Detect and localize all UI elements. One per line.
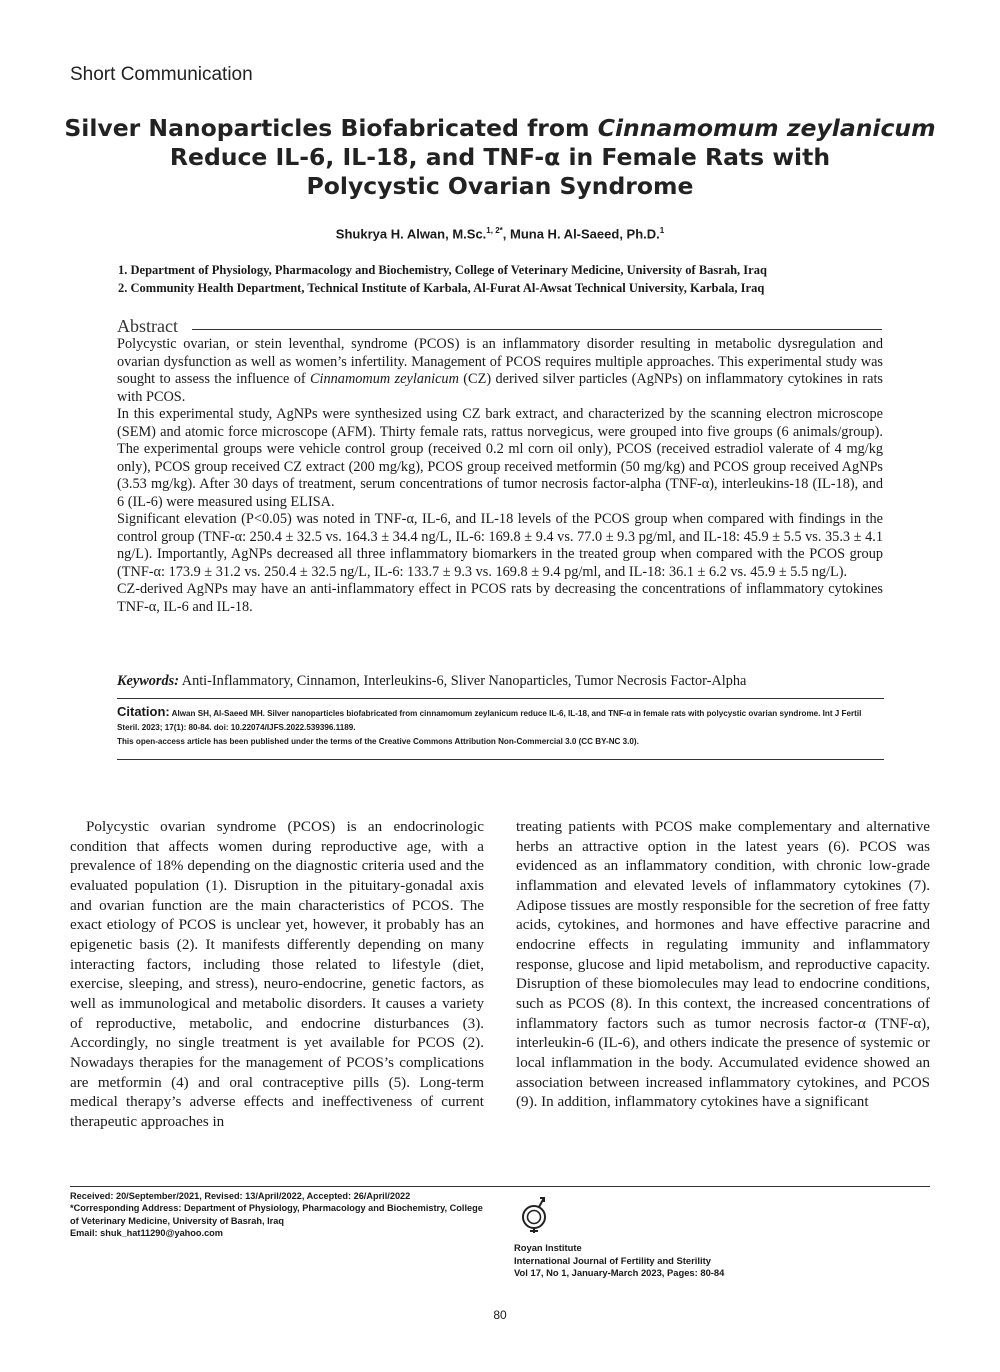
author-2-affiliation-mark: 1 — [659, 226, 665, 235]
body-paragraph-right: treating patients with PCOS make complementary and alternative herbs an attractive option in the latest years (6). PCOS was evidenced as an inflammatory condition, with chronic low-grade inflammation and elevated levels of inflammatory cytokines (7). Adipose tissues are mostly responsible for the secretion of free fatty acids, cytokines, and hormones and have effective paracrine and endocrine effects in regulating immunity and inflammatory response, glucose and lipid metabolism, and reproductive capacity. Disruption of these biomolecules may lead to endocrine conditions, such as PCOS (8). In this context, the increased concentrations of inflammatory factors such as tumor necrosis factor-α (TNF-α), interleukin-6 (IL-6), and others indicate the presence of systemic or local inflammation in the body. Accumulated evidence showed an association between increased inflammatory cytokines, and PCOS (9). In addition, inflammatory cytokines have a significant — [516, 819, 930, 1111]
journal-info — [514, 1242, 724, 1280]
affiliation-1: 1. Department of Physiology, Pharmacology and Biochemistry, College of Veterinary Medicine, University of Basrah, Iraq — [118, 263, 767, 277]
keywords-label: Keywords: — [117, 673, 179, 689]
footnote-address: *Corresponding Address: Department of Physiology, Pharmacology and Biochemistry, College of Veterinary Medicine, University of Basrah, Iraq — [70, 1203, 483, 1226]
citation-line — [117, 705, 884, 735]
license-note: This open-access article has been published under the terms of the Creative Commons Attribution Non-Commercial 3.0 (CC BY-NC 3.0). — [117, 737, 639, 746]
body-paragraph-left: Polycystic ovarian syndrome (PCOS) is an endocrinologic condition that affects women during reproductive age, with a prevalence of 18% depending on the diagnostic criteria used and the evaluated population (1). Disruption in the pituitary-gonadal axis and ovarian function are the main characteristics of PCOS. The exact etiology of PCOS is unclear yet, however, it probably has an epigenetic basis (2). It manifests differently depending on many interacting factors, including those related to lifestyle (diet, exercise, sleeping, and stress), neuro-endocrine, genetic factors, as well as immunological and metabolic disorders. It causes a variety of reproductive, metabolic, and endocrine disturbances (3). Accordingly, no single treatment is yet available for PCOS (2). Nowadays therapies for the management of PCOS’s complications are metformin (4) and oral contraceptive pills (5). Long-term medical therapy’s adverse effects and ineffectiveness of current therapeutic approaches in — [70, 819, 484, 1130]
keywords-divider — [117, 698, 884, 699]
body-column-left — [70, 818, 484, 1133]
citation-block — [117, 705, 884, 749]
affiliation-2: 2. Community Health Department, Technical Institute of Karbala, Al-Furat Al-Awsat Technical University, Karbala, Iraq — [118, 281, 765, 295]
abstract-heading-text: Abstract — [117, 316, 178, 336]
abstract-body — [117, 336, 883, 616]
author-list — [60, 226, 940, 241]
journal-name: International Journal of Fertility and Sterility — [514, 1254, 711, 1266]
citation-divider — [117, 759, 884, 760]
abstract-p1-part-a: Polycystic ovarian, or stein leventhal, syndrome (PCOS) is an inflammatory disorder resulting in metabolic dysregulation and ovarian dysfunction as well as women’s infertility. Management of PCOS requires multiple approaches. This experimental study was sought to assess the influence of — [117, 336, 883, 387]
footnote-email: Email: shuk_hat11290@yahoo.com — [70, 1228, 223, 1239]
author-2: Muna H. Al-Saeed, Ph.D. — [510, 226, 660, 242]
keywords — [117, 672, 883, 690]
abstract-paragraph-1 — [117, 336, 883, 406]
footer-divider — [70, 1186, 930, 1187]
footnote — [70, 1190, 490, 1240]
author-separator: , — [502, 226, 510, 242]
footnote-dates: Received: 20/September/2021, Revised: 13/April/2022, Accepted: 26/April/2022 — [70, 1191, 411, 1201]
section-label: Short Communication — [70, 64, 253, 85]
abstract-paragraph-4: CZ-derived AgNPs may have an anti-inflammatory effect in PCOS rats by decreasing the concentrations of inflammatory cytokines TNF-α, IL-6 and IL-18. — [117, 581, 883, 615]
author-1-affiliation-mark: 1, 2* — [486, 226, 503, 235]
affiliations — [118, 261, 888, 297]
abstract-heading-rule — [192, 329, 882, 330]
citation-label: Citation: — [117, 704, 170, 719]
abstract-paragraph-2: In this experimental study, AgNPs were synthesized using CZ bark extract, and characterized by the scanning electron microscope (SEM) and atomic force microscope (AFM). Thirty female rats, rattus norvegicus, were grouped into five groups (6 animals/group). The experimental groups were vehicle control group (received 0.2 ml corn oil only), PCOS (received estradiol valerate of 4 mg/kg only), PCOS group received CZ extract (200 mg/kg), PCOS group received metformin (50 mg/kg) and PCOS group received AgNPs (3.53 mg/kg). After 30 days of treatment, serum concentrations of tumor necrosis factor-alpha (TNF-α), interleukins-18 (IL-18), and 6 (IL-6) were measured using ELISA. — [117, 406, 883, 510]
journal-institute: Royan Institute — [514, 1242, 582, 1253]
title-species-name: Cinnamomum zeylanicum — [597, 114, 936, 142]
abstract-heading — [117, 316, 882, 336]
title-line-1 — [60, 114, 940, 143]
journal-issue: Vol 17, No 1, January-March 2023, Pages: 80-84 — [514, 1267, 725, 1279]
abstract-paragraph-3: Significant elevation (P<0.05) was noted in TNF-α, IL-6, and IL-18 levels of the PCOS group when compared with findings in the control group (TNF-α: 250.4 ± 32.5 vs. 164.3 ± 34.4 ng/L, IL-6: 169.8 ± 9.4 vs. 77.0 ± 9.3 pg/ml, and IL-18: 45.9 ± 5.5 vs. 35.3 ± 4.1 ng/L). Importantly, AgNPs decreased all three inflammatory biomarkers in the treated group when compared with the PCOS group (TNF-α: 173.9 ± 31.2 vs. 250.4 ± 32.5 ng/L, IL-6: 133.7 ± 9.3 vs. 169.8 ± 9.4 pg/ml, and IL-18: 36.1 ± 6.2 vs. 45.9 ± 5.5 ng/L). — [117, 511, 883, 580]
keywords-text: Anti-Inflammatory, Cinnamon, Interleukins-6, Sliver Nanoparticles, Tumor Necrosis Factor-Alpha — [178, 673, 747, 689]
title-line-2: Reduce IL-6, IL-18, and TNF-α in Female Rats with — [169, 143, 831, 171]
body-column-right — [516, 818, 930, 1113]
page-number: 80 — [493, 1308, 507, 1322]
abstract-species-name: Cinnamomum zeylanicum — [310, 371, 459, 387]
abstract-p1-part-b: (CZ) derived silver particles (AgNPs) on inflammatory cytokines in rats with PCOS. — [117, 371, 883, 405]
royan-institute-logo-icon — [518, 1196, 550, 1234]
citation-text: Alwan SH, Al-Saeed MH. Silver nanoparticles biofabricated from cinnamomum zeylanicum reduce IL-6, IL-18, and TNF-α in female rats with polycystic ovarian syndrome. Int J Fertil Steril. 2023; 17(1): 80-84. doi: 10.22074/IJFS.2022.539396.1189. — [117, 709, 862, 732]
title-line-1-text: Silver Nanoparticles Biofabricated from — [64, 114, 598, 142]
author-1: Shukrya H. Alwan, M.Sc. — [335, 226, 487, 242]
article-title — [60, 114, 940, 201]
title-line-3: Polycystic Ovarian Syndrome — [306, 172, 694, 200]
